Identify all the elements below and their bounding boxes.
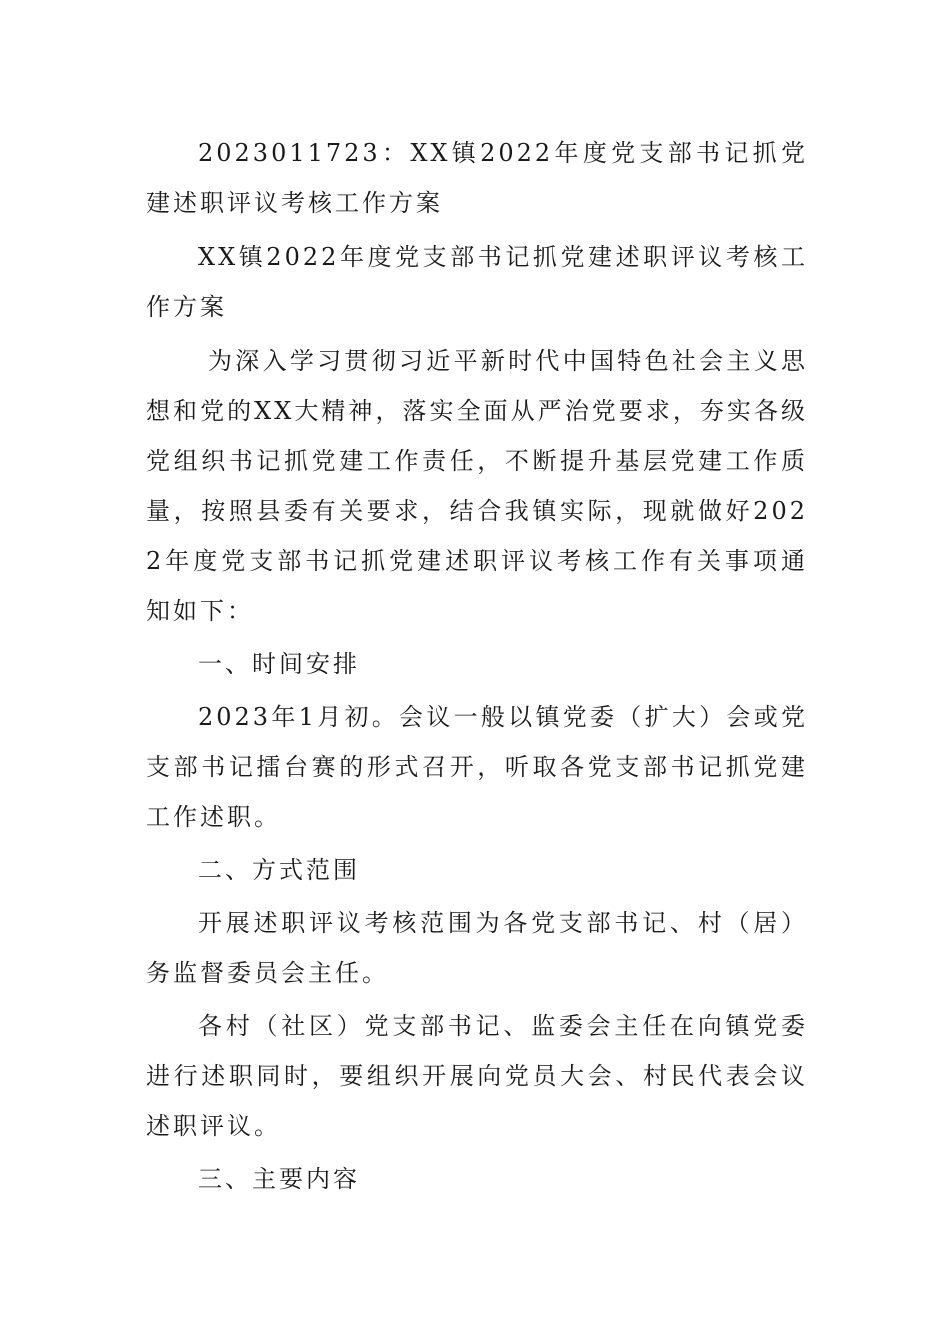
section-heading-content: 三、主要内容: [198, 1165, 360, 1193]
section-heading-scope: 二、方式范围: [198, 856, 360, 884]
document-subtitle: XX镇2022年度党支部书记抓党建述职评议考核工作方案: [146, 243, 808, 321]
document-body: [146, 128, 808, 1207]
section-body-scope-1: 开展述职评议考核范围为各党支部书记、村（居）务监督委员会主任。: [146, 909, 808, 987]
section-body-time: 2023年1月初。会议一般以镇党委（扩大）会或党支部书记擂台赛的形式召开，听取各党支部书记抓党建工作述职。: [146, 703, 808, 831]
document-title: 2023011723：XX镇2022年度党支部书记抓党建述职评议考核工作方案: [146, 139, 808, 217]
section-body-scope-2: 各村（社区）党支部书记、监委会主任在向镇党委进行述职同时，要组织开展向党员大会、村民代表会议述职评议。: [146, 1012, 808, 1140]
intro-paragraph: 为深入学习贯彻习近平新时代中国特色社会主义思想和党的XX大精神，落实全面从严治党要求，夯实各级党组织书记抓党建工作责任，不断提升基层党建工作质量，按照县委有关要求，结合我镇实际，现就做好2022年度党支部书记抓党建述职评议考核工作有关事项通知如下：: [146, 347, 808, 625]
section-heading-time: 一、时间安排: [198, 650, 360, 678]
